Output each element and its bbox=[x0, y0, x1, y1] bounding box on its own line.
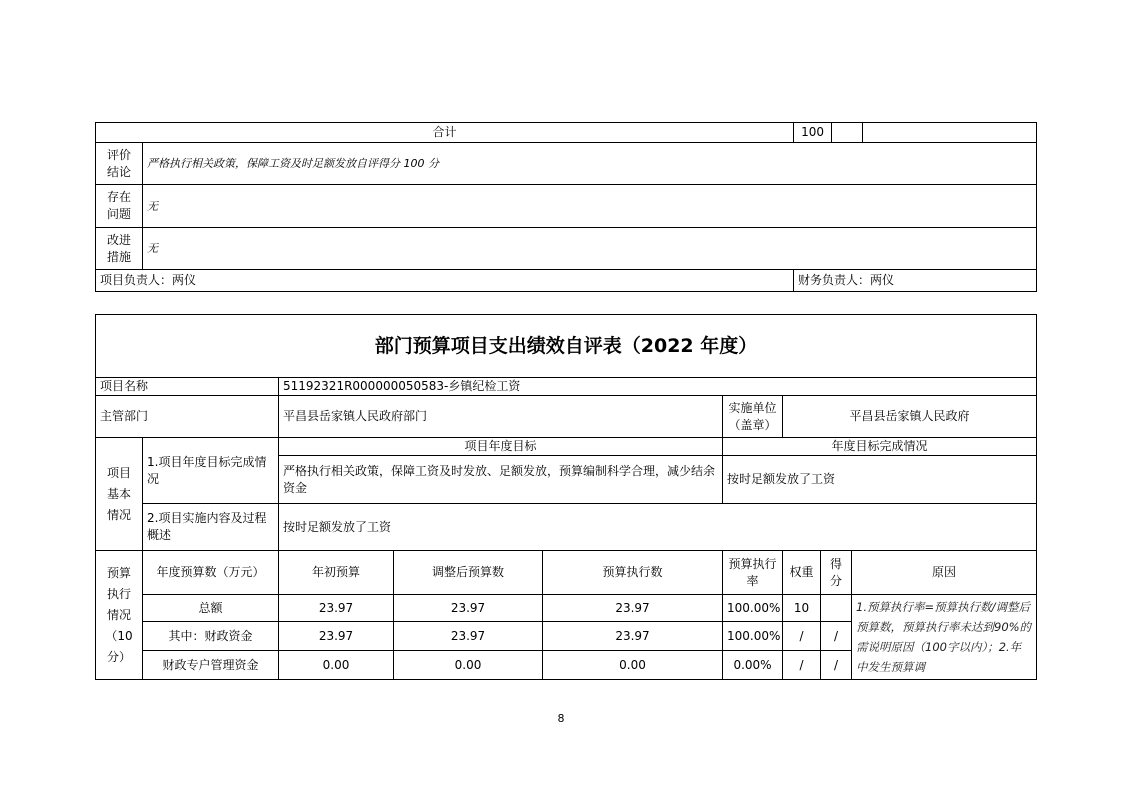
improve-label: 改进 措施 bbox=[96, 228, 143, 270]
budget-header-0: 年度预算数（万元） bbox=[143, 551, 279, 595]
problems-label: 存在 问题 bbox=[96, 185, 143, 228]
budget-row-name: 财政专户管理资金 bbox=[143, 651, 279, 680]
finance-lead: 财务负责人：两仪 bbox=[794, 270, 1037, 292]
budget-row-adjusted: 0.00 bbox=[394, 651, 543, 680]
reason-text: 1.预算执行率=预算执行数/调整后预算数，预算执行率未达到90%的需说明原因（100字以内）；2.年中发生预算调 bbox=[852, 595, 1037, 680]
budget-row-score: / bbox=[821, 651, 852, 680]
budget-header-5: 权重 bbox=[783, 551, 821, 595]
budget-row-executed: 23.97 bbox=[543, 622, 723, 651]
item2-label: 2.项目实施内容及过程概述 bbox=[143, 504, 279, 551]
summary-table bbox=[95, 122, 1037, 292]
budget-row-name: 其中：财政资金 bbox=[143, 622, 279, 651]
total-empty-1 bbox=[832, 123, 863, 143]
project-name-label: 项目名称 bbox=[96, 378, 279, 396]
budget-row-initial: 23.97 bbox=[279, 595, 394, 622]
budget-row-score: / bbox=[821, 622, 852, 651]
budget-header-3: 预算执行数 bbox=[543, 551, 723, 595]
budget-row-score bbox=[821, 595, 852, 622]
budget-row-name: 总额 bbox=[143, 595, 279, 622]
budget-row-initial: 23.97 bbox=[279, 622, 394, 651]
budget-row-rate: 100.00% bbox=[723, 595, 783, 622]
dept-value: 平昌县岳家镇人民政府部门 bbox=[279, 396, 723, 438]
item1-done: 按时足额发放了工资 bbox=[723, 456, 1037, 504]
project-name-value: 51192321R000000050583-乡镇纪检工资 bbox=[279, 378, 1037, 396]
total-empty-2 bbox=[863, 123, 1037, 143]
budget-header-2: 调整后预算数 bbox=[394, 551, 543, 595]
total-label: 合计 bbox=[96, 123, 794, 143]
improve-text: 无 bbox=[143, 228, 1037, 270]
project-lead: 项目负责人：两仪 bbox=[96, 270, 794, 292]
problems-text: 无 bbox=[143, 185, 1037, 228]
budget-row-adjusted: 23.97 bbox=[394, 622, 543, 651]
budget-row-rate: 0.00% bbox=[723, 651, 783, 680]
budget-header-6: 得 分 bbox=[821, 551, 852, 595]
impl-label: 实施单位 （盖章） bbox=[723, 396, 783, 438]
total-score: 100 bbox=[794, 123, 832, 143]
budget-row-weight: 10 bbox=[783, 595, 821, 622]
budget-row-adjusted: 23.97 bbox=[394, 595, 543, 622]
budget-row-executed: 0.00 bbox=[543, 651, 723, 680]
budget-row-weight: / bbox=[783, 651, 821, 680]
budget-row-rate: 100.00% bbox=[723, 622, 783, 651]
budget-header-1: 年初预算 bbox=[279, 551, 394, 595]
performance-form-table bbox=[95, 314, 1037, 680]
form-title: 部门预算项目支出绩效自评表（2022 年度） bbox=[96, 315, 1037, 378]
item2-value: 按时足额发放了工资 bbox=[279, 504, 1037, 551]
impl-value: 平昌县岳家镇人民政府 bbox=[783, 396, 1037, 438]
conclusion-text: 严格执行相关政策，保障工资及时足额发放自评得分 100 分 bbox=[143, 143, 1037, 185]
basic-label: 项目 基本 情况 bbox=[96, 438, 143, 551]
budget-label: 预算 执行 情况 （10 分） bbox=[96, 551, 143, 680]
page-number: 8 bbox=[557, 712, 565, 725]
goal-done-header: 年度目标完成情况 bbox=[723, 438, 1037, 456]
budget-row-initial: 0.00 bbox=[279, 651, 394, 680]
item1-label: 1.项目年度目标完成情况 bbox=[143, 438, 279, 504]
budget-row-weight: / bbox=[783, 622, 821, 651]
budget-header-7: 原因 bbox=[852, 551, 1037, 595]
goal-header: 项目年度目标 bbox=[279, 438, 723, 456]
item1-goal: 严格执行相关政策，保障工资及时发放、足额发放，预算编制科学合理，减少结余资金 bbox=[279, 456, 723, 504]
budget-row-executed: 23.97 bbox=[543, 595, 723, 622]
budget-header-4: 预算执行 率 bbox=[723, 551, 783, 595]
dept-label: 主管部门 bbox=[96, 396, 279, 438]
conclusion-label: 评价 结论 bbox=[96, 143, 143, 185]
